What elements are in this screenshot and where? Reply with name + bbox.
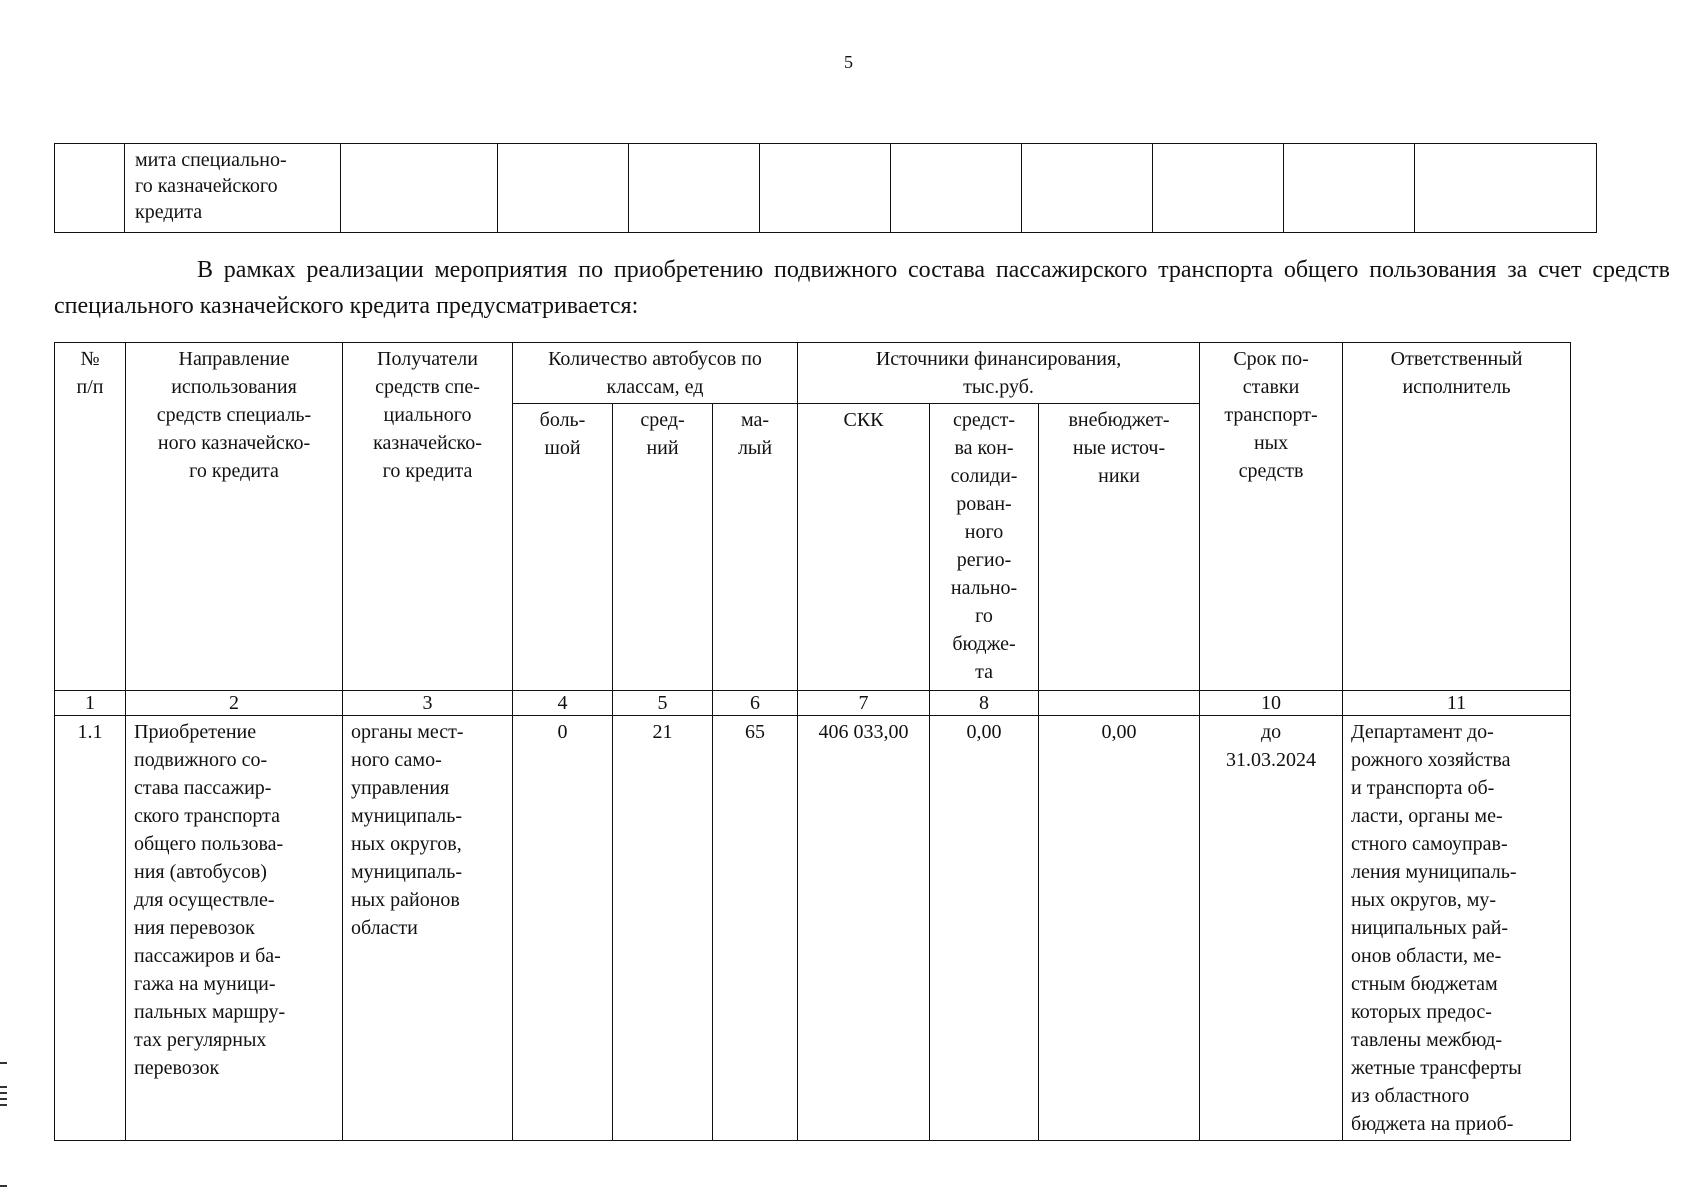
continuation-table [54,143,1597,233]
table-cell [55,144,125,233]
header-responsible: Ответственный исполнитель [1343,343,1571,691]
measures-table [54,342,1571,1141]
table-cell [629,144,760,233]
table-cell [891,144,1022,233]
cell-recipients: органы мест- ного само- управления муниципаль- ных округов, муниципаль- ных районов области [343,716,513,1141]
cell-responsible: Департамент до- рожного хозяйства и транспорта об- ласти, органы ме- стного самоуправ- ления муниципаль- ных округов, му- ниципальных рай- онов области, ме- стным бюджетам которых предос- тавлены межбюд- жетные трансферты из областного бюджета на приоб- [1343,716,1571,1141]
margin-mark [0,1098,7,1100]
margin-mark [0,1086,7,1088]
column-number: 1 [55,691,126,716]
column-number: 5 [613,691,713,716]
cell-skk: 406 033,00 [798,716,930,1141]
header-bus-medium: сред- ний [613,404,713,691]
header-num: № п/п [55,343,126,691]
header-bus-small: ма- лый [713,404,798,691]
cell-num: 1.1 [55,716,126,1141]
table-row [55,716,1571,1141]
table-cell [1022,144,1153,233]
column-number [1039,691,1200,716]
header-skk: СКК [798,404,930,691]
table-cell [1284,144,1415,233]
table-cell-text: мита специально- го казначейского кредита [125,144,341,233]
cell-term: до 31.03.2024 [1200,716,1343,1141]
margin-mark [0,1185,7,1187]
header-recipients: Получатели средств спе- циального казначейско- го кредита [343,343,513,691]
column-number: 7 [798,691,930,716]
cell-bus-small: 65 [713,716,798,1141]
header-term: Срок по- ставки транспорт- ных средств [1200,343,1343,691]
column-number-row [55,691,1571,716]
cell-direction: Приобретение подвижного со- става пассажир- ского транспорта общего пользова- ния (автобусов) для осуществле- ния перевозок пассажиров и ба- гажа на муници- пальных маршру- тах регулярных перевозок [126,716,343,1141]
header-regional: средст- ва кон- солиди- рован- ного регио- нально- го бюдже- та [930,404,1039,691]
column-number: 10 [1200,691,1343,716]
cell-extrabudget: 0,00 [1039,716,1200,1141]
header-extrabudget: внебюджет- ные источ- ники [1039,404,1200,691]
cell-bus-large: 0 [513,716,613,1141]
body-paragraph: В рамках реализации мероприятия по приобретению подвижного состава пассажирского транспорта общего пользования за счет средств специального казначейского кредита предусматривается: [54,257,1670,319]
margin-mark [0,1092,7,1094]
table-cell [1415,144,1597,233]
cell-bus-medium: 21 [613,716,713,1141]
header-row [55,343,1571,404]
table-cell [498,144,629,233]
column-number: 4 [513,691,613,716]
header-bus-large: боль- шой [513,404,613,691]
table-row [55,144,1597,233]
column-number: 6 [713,691,798,716]
table-cell [760,144,891,233]
page-number: 5 [844,52,853,72]
cell-regional: 0,00 [930,716,1039,1141]
margin-mark [0,1104,7,1106]
column-number: 3 [343,691,513,716]
column-number: 2 [126,691,343,716]
margin-mark [0,1062,7,1064]
header-bus-count: Количество автобусов по классам, ед [513,343,798,404]
header-funding: Источники финансирования, тыс.руб. [798,343,1200,404]
table-cell [1153,144,1284,233]
table-cell [341,144,498,233]
header-direction: Направление использования средств специаль- ного казначейско- го кредита [126,343,343,691]
column-number: 8 [930,691,1039,716]
column-number: 11 [1343,691,1571,716]
